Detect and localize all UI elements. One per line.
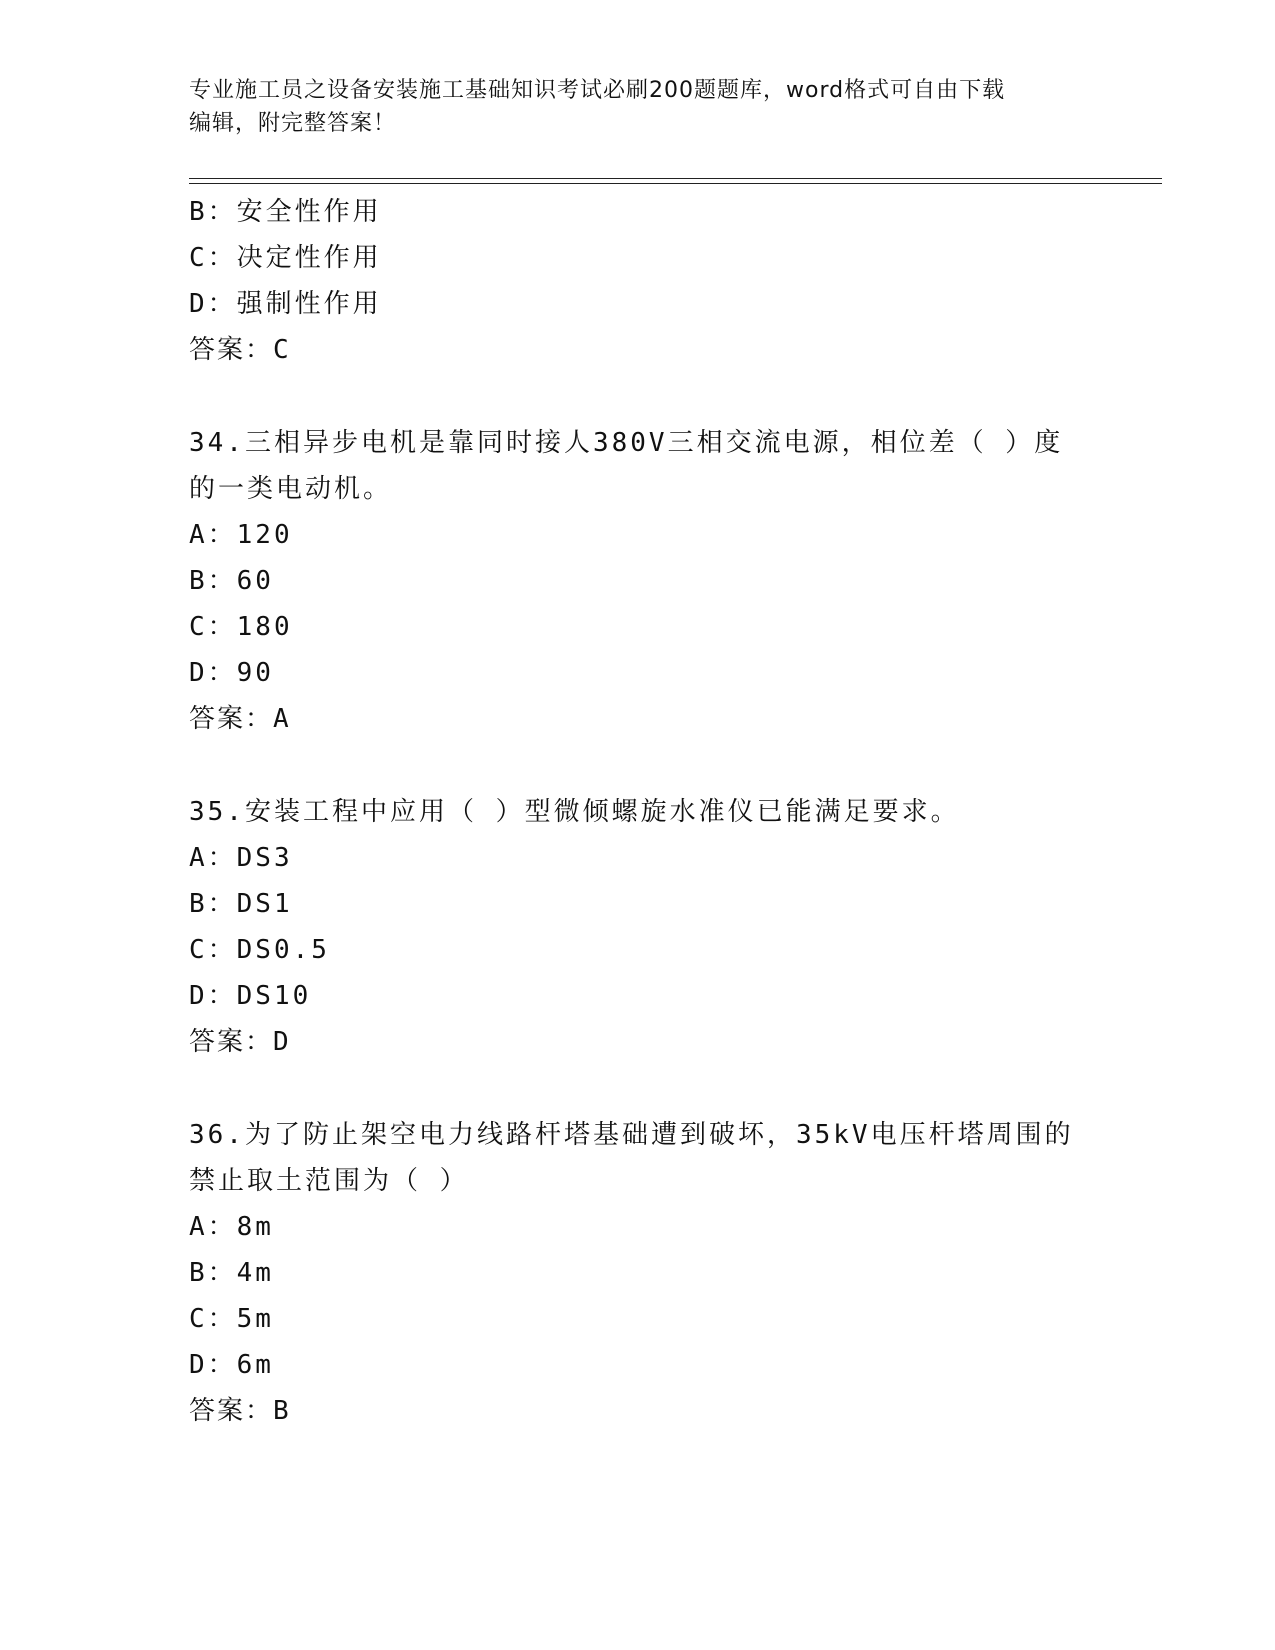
option-c: C：5m bbox=[189, 1304, 274, 1334]
option-d: D：90 bbox=[189, 658, 274, 688]
question-list bbox=[189, 189, 1089, 1434]
answer-line: 答案：C bbox=[189, 335, 291, 365]
question-stem: 36.为了防止架空电力线路杆塔基础遭到破坏，35kV电压杆塔周围的禁止取土范围为（ ） bbox=[189, 1120, 1074, 1196]
header-title-line-2: 编辑，附完整答案！ bbox=[189, 111, 397, 136]
option-c: C：决定性作用 bbox=[189, 243, 382, 273]
question-33-partial bbox=[189, 189, 1089, 373]
option-a: A：DS3 bbox=[189, 843, 293, 873]
option-b: B：4m bbox=[189, 1258, 274, 1288]
option-d: D：强制性作用 bbox=[189, 289, 382, 319]
option-c: C：DS0.5 bbox=[189, 935, 330, 965]
question-stem: 35.安装工程中应用（ ）型微倾螺旋水准仪已能满足要求。 bbox=[189, 797, 960, 827]
document-header bbox=[189, 74, 1089, 140]
question-34 bbox=[189, 420, 1089, 742]
option-c: C：180 bbox=[189, 612, 293, 642]
option-b: B：60 bbox=[189, 566, 274, 596]
question-35 bbox=[189, 789, 1089, 1065]
header-divider-top bbox=[189, 178, 1162, 179]
option-a: A：8m bbox=[189, 1212, 274, 1242]
question-stem: 34.三相异步电机是靠同时接人380V三相交流电源，相位差（ ）度的一类电动机。 bbox=[189, 428, 1064, 504]
answer-line: 答案：A bbox=[189, 704, 291, 734]
option-a: A：120 bbox=[189, 520, 293, 550]
option-d: D：DS10 bbox=[189, 981, 312, 1011]
option-b: B：安全性作用 bbox=[189, 197, 382, 227]
option-d: D：6m bbox=[189, 1350, 274, 1380]
header-title-line-1: 专业施工员之设备安装施工基础知识考试必刷200题题库，word格式可自由下载 bbox=[189, 78, 1006, 103]
header-divider-bottom bbox=[189, 183, 1162, 184]
answer-line: 答案：B bbox=[189, 1396, 291, 1426]
option-b: B：DS1 bbox=[189, 889, 293, 919]
answer-line: 答案：D bbox=[189, 1027, 291, 1057]
question-36 bbox=[189, 1112, 1089, 1434]
